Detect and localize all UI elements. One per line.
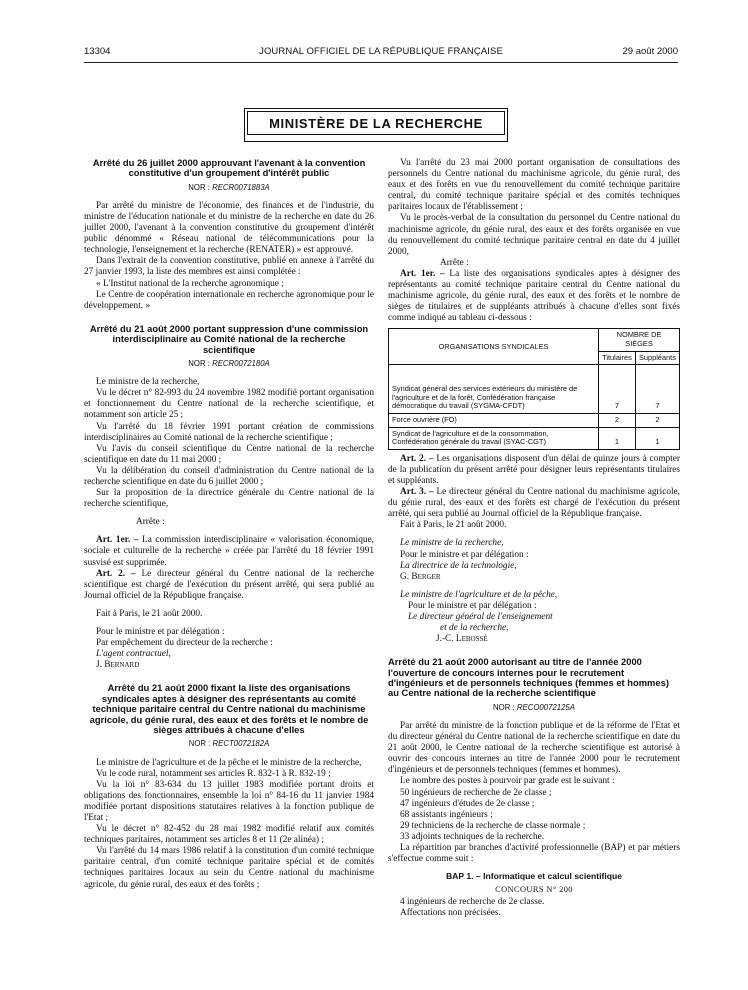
paragraph: Le Centre de coopération internationale en recherche agronomique pour le développement. »: [84, 289, 374, 311]
signature-line: Le ministre de la recherche,: [400, 538, 504, 549]
concours-heading: CONCOURS N° 200: [495, 885, 573, 895]
done-at: Fait à Paris, le 21 août 2000.: [96, 608, 203, 619]
ministry-box: [244, 108, 508, 142]
table-cell-suppleants: 2: [635, 413, 679, 427]
paragraph: Par arrêté du ministre de l'économie, des finances et de l'industrie, du ministre de l'éducation nationale et du ministre de la recherche en date du 26 juillet 2000, l'avenant à la convention constitutive du groupement d'intérêt public dénommé « Réseau national de télécommunications pour la technologie, l'enseignement et la recherche (RENATER) » est approuvé.: [84, 200, 374, 256]
table-row: [389, 427, 680, 449]
table-header-org: ORGANISATIONS SYNDICALES: [389, 329, 599, 365]
article-paragraph: Art. 2. – Le directeur général du Centre national de la recherche scientifique est chargé de l'exécution du présent arrêté, qui sera publié au Journal officiel de la République française.: [84, 568, 375, 601]
article-paragraph: Art. 1er. – La liste des organisations syndicales aptes à désigner des représentants au comité technique paritaire central du Centre national du machinisme agricole, du génie rural, des eaux et des forêts et le nombre de sièges de titulaires et de suppléants attribués à chacune d'elles sont fixés comme indiqué au tableau ci-dessous :: [388, 268, 681, 324]
paragraph: Vu la loi n° 83-634 du 13 juillet 1983 modifiée portant droits et obligations des fonctionnaires, ensemble la loi n° 84-16 du 11 janvier 1984 modifiée portant dispositions statutaires relatives à la fonction publique de l'Etat ;: [84, 779, 374, 823]
signature-line: Par empêchement du directeur de la recherche :: [96, 638, 273, 649]
header-rule: [84, 62, 678, 63]
right-column: [388, 158, 680, 920]
table-cell-suppleants: 1: [635, 427, 679, 449]
paragraph: Sur la proposition de la directrice générale du Centre national de la recherche scientifique,: [84, 488, 374, 510]
table-header-suppleants: Suppléants: [635, 351, 679, 365]
table-cell-titulaires: 2: [599, 413, 636, 427]
signature-line: Pour le ministre et par délégation :: [408, 600, 537, 611]
arrete-heading: Arrête :: [136, 517, 165, 528]
paragraph: Le ministre de la recherche,: [96, 377, 200, 388]
signature-line: et de la recherche,: [440, 623, 509, 634]
article-paragraph: Art. 2. – Les organisations disposent d'un délai de quinze jours à compter de la publication du présent arrêté pour désigner leurs représentants titulaires et suppléants.: [388, 453, 681, 486]
signature-line: Le ministre de l'agriculture et de la pêche,: [400, 589, 558, 600]
paragraph: Vu l'arrêté du 18 février 1991 portant création de commissions interdisciplinaires au Comité national de la recherche scientifique ;: [84, 421, 374, 443]
journal-title: JOURNAL OFFICIEL DE LA RÉPUBLIQUE FRANÇAISE: [259, 46, 503, 57]
signatory-name: J. Bernard: [96, 660, 140, 671]
table-row: [389, 413, 680, 427]
list-item: 47 ingénieurs d'études de 2e classe ;: [400, 798, 535, 809]
paragraph: Vu le décret n° 82-452 du 28 mai 1982 modifié relatif aux comités techniques paritaires, notamment ses articles 8 et 11 (2e alinéa) ;: [84, 824, 374, 846]
article-title: Arrêté du 21 août 2000 fixant la liste des organisations syndicales aptes à désigner des représentants au comité technique paritaire central du Centre national du machinisme agricole, du génie rural, des eaux et des forêts et le nombre de sièges attribués à chacune d'elles: [89, 682, 369, 736]
table-row: [389, 365, 680, 414]
paragraph: Vu l'arrêté du 23 mai 2000 portant organisation de consultations des personnels du Centre national du machinisme agricole, du génie rural, des eaux et des forêts en vue du renouvellement du comité technique paritaire central, du comité technique paritaire spécial et des comités techniques paritaires locaux de l'établissement ;: [388, 158, 680, 213]
paragraph: Vu l'avis du conseil scientifique du Centre national de la recherche scientifique en date du 11 mai 2000 ;: [84, 443, 374, 465]
paragraph: Par arrêté du ministre de la fonction publique et de la réforme de l'Etat et du directeur général du Centre national de la recherche scientifique en date du 21 août 2000, le Centre national de la recherche scientifique est autorisé à ouvrir des concours internes au titre de l'année 2000 pour le recrutement d'ingénieurs et de personnels techniques (femmes et hommes).: [388, 720, 680, 776]
list-item: Affectations non précisées.: [400, 908, 501, 919]
article-paragraph: Art. 1er. – La commission interdisciplinaire « valorisation économique, sociale et culturelle de la recherche » créée par l'arrêté du 18 février 1991 susvisé est supprimée.: [84, 535, 374, 568]
paragraph: Vu l'arrêté du 14 mars 1986 relatif à la constitution d'un comité technique paritaire central, d'un comité technique paritaire spécial et de comités techniques paritaires locaux au sein du Centre national du machinisme agricole, du génie rural, des eaux et des forêts ;: [84, 846, 374, 890]
list-item: 68 assistants ingénieurs ;: [400, 809, 493, 820]
nor-reference: NOR : RECR0072180A: [188, 359, 270, 369]
table-cell-titulaires: 7: [599, 365, 636, 414]
paragraph: La répartition par branches d'activité professionnelle (BAP) et par métiers s'effectue comme suit :: [388, 843, 680, 865]
signatory-name: G. Berger: [400, 571, 441, 582]
table-header-titulaires: Titulaires: [599, 351, 636, 365]
done-at: Fait à Paris, le 21 août 2000.: [400, 520, 507, 531]
table-cell-org: Syndicat de l'agriculture et de la consommation, Confédération générale du travail (SYAC-CGT): [389, 427, 599, 449]
table-cell-org: Syndicat général des services extérieurs du ministère de l'agriculture et de la forêt, Confédération française démocratique du travail (SYGMA-CFDT): [389, 365, 599, 414]
signature-line: Pour le ministre et par délégation :: [96, 627, 225, 638]
ministry-title: MINISTÈRE DE LA RECHERCHE: [247, 111, 505, 135]
signature-line: La directrice de la technologie,: [400, 560, 517, 571]
paragraph: Le nombre des postes à pourvoir par grade est le suivant :: [400, 776, 615, 787]
nor-reference: NOR : RECT0072182A: [188, 739, 270, 749]
article-title: Arrêté du 21 août 2000 autorisant au titre de l'année 2000 l'ouverture de concours internes pour le recrutement d'ingénieurs et de personnels techniques (femmes et hommes) au Centre national de la recherche scientifique: [388, 656, 669, 699]
signature-line: L'agent contractuel,: [96, 649, 171, 660]
arrete-heading: Arrête :: [440, 257, 469, 268]
paragraph: Vu le procès-verbal de la consultation du personnel du Centre national du machinisme agricole, du génie rural, des eaux et des forêts organisée en vue du renouvellement du comité technique paritaire central en date du 4 juillet 2000,: [388, 213, 680, 257]
table-cell-org: Force ouvrière (FO): [389, 413, 599, 427]
bap-heading: BAP 1. – Informatique et calcul scientifique: [445, 871, 623, 882]
paragraph: Vu la délibération du conseil d'administration du Centre national de la recherche scientifique en date du 6 juillet 2000 ;: [84, 465, 374, 487]
article-title: Arrêté du 26 juillet 2000 approuvant l'avenant à la convention constitutive d'un groupement d'intérêt public: [92, 157, 366, 179]
list-item: 33 adjoints techniques de la recherche.: [400, 831, 545, 842]
nor-reference: NOR : RECR0071883A: [188, 182, 270, 192]
table-cell-titulaires: 1: [599, 427, 636, 449]
issue-date: 29 août 2000: [622, 46, 678, 57]
signatory-name: J.-C. Lebossé: [436, 634, 488, 645]
seats-table: [388, 328, 680, 449]
table-header-seats: NOMBRE DE SIÈGES: [599, 329, 680, 351]
page-number: 13304: [84, 46, 111, 57]
list-item: 29 techniciens de la recherche de classe normale ;: [400, 820, 586, 831]
article-title: Arrêté du 21 août 2000 portant suppression d'une commission interdisciplinaire au Comité national de la recherche scientifique: [89, 322, 369, 355]
paragraph: Vu le code rural, notamment ses articles R. 832-1 à R. 832-19 ;: [96, 768, 331, 779]
paragraph: Le ministre de l'agriculture et de la pêche et le ministre de la recherche,: [96, 757, 362, 768]
page-header: [84, 46, 678, 60]
article-paragraph: Art. 3. – Le directeur général du Centre national du machinisme agricole, du génie rural, des eaux et des forêts est chargé de l'exécution du présent arrêté, qui sera publié au Journal officiel de la République française.: [388, 487, 680, 520]
nor-reference: NOR : RECO0072125A: [493, 702, 575, 712]
left-column: [84, 158, 374, 891]
paragraph: Vu le décret n° 82-993 du 24 novembre 1982 modifié portant organisation et fonctionnement du Centre national de la recherche scientifique, et notamment son article 25 ;: [84, 388, 374, 421]
signature-line: Le directeur général de l'enseignement: [408, 611, 553, 622]
table-cell-suppleants: 7: [635, 365, 679, 414]
signature-line: Pour le ministre et par délégation :: [400, 549, 529, 560]
paragraph: Dans l'extrait de la convention constitutive, publié en annexe à l'arrêté du 27 janvier 1993, la liste des membres est ainsi complétée :: [84, 256, 374, 278]
list-item: 4 ingénieurs de recherche de 2e classe.: [400, 897, 545, 908]
paragraph: « L'Institut national de la recherche agronomique ;: [96, 278, 284, 289]
list-item: 50 ingénieurs de recherche de 2e classe ;: [400, 787, 552, 798]
